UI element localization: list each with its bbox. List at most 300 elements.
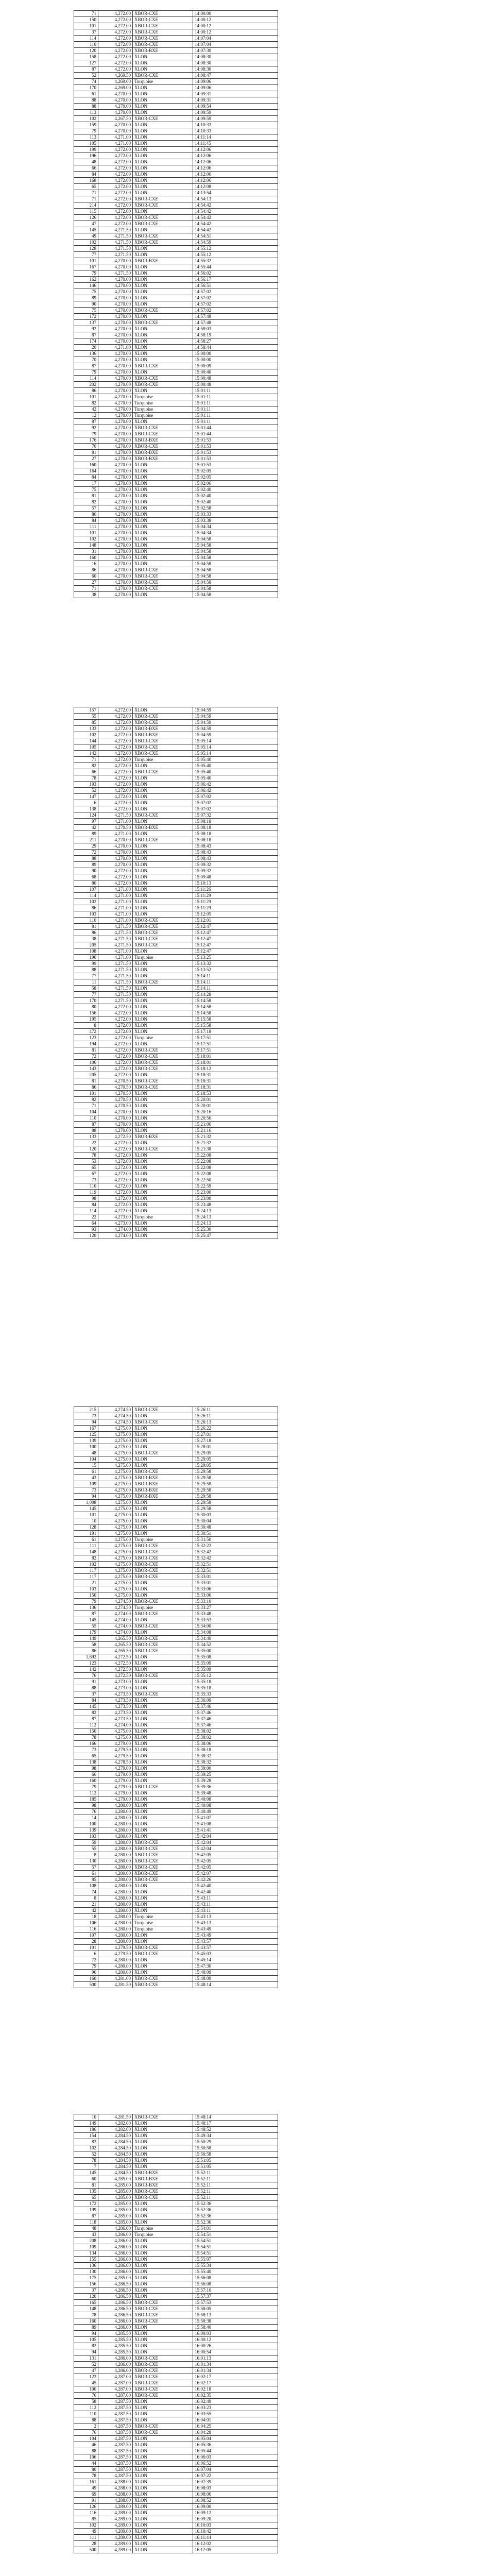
volume-cell: 46 — [74, 2442, 98, 2448]
venue-cell: XLON — [133, 2405, 193, 2411]
price-cell: 4,285.00 — [98, 2176, 133, 2182]
table-row — [74, 1233, 278, 1239]
time-cell: 15:04:34 — [193, 524, 278, 530]
time-cell: 15:34:52 — [193, 1642, 278, 1648]
volume-cell: 131 — [74, 2355, 98, 2362]
venue-cell: XLON — [133, 1183, 193, 1190]
table-row — [74, 1140, 278, 1146]
time-cell: 14:09:54 — [193, 104, 278, 110]
table-row — [74, 54, 278, 60]
venue-cell: XBOR-CXE — [133, 1450, 193, 1456]
volume-cell: 96 — [74, 1970, 98, 1976]
table-row — [74, 122, 278, 128]
venue-cell: XBOR-CXE — [133, 2424, 193, 2430]
volume-cell: 1,008 — [74, 1500, 98, 1506]
price-cell: 4,272.00 — [98, 190, 133, 196]
volume-cell: 130 — [74, 2269, 98, 2275]
table-row — [74, 2442, 278, 2448]
table-row — [74, 1611, 278, 1617]
price-cell: 4,274.00 — [98, 1611, 133, 1617]
volume-cell: 170 — [74, 998, 98, 1004]
price-cell: 4,272.00 — [98, 1016, 133, 1023]
table-row — [74, 1704, 278, 1710]
table-row — [74, 2151, 278, 2158]
table-row — [74, 85, 278, 91]
time-cell: 15:55:07 — [193, 2257, 278, 2263]
venue-cell: XLON — [133, 1432, 193, 1438]
table-row — [74, 1834, 278, 1840]
volume-cell: 42 — [74, 825, 98, 831]
venue-cell: XLON — [133, 536, 193, 543]
volume-cell: 150 — [74, 17, 98, 23]
table-row — [74, 1041, 278, 1047]
time-cell: 14:54:42 — [193, 227, 278, 233]
venue-cell: XLON — [133, 2139, 193, 2145]
volume-cell: 55 — [74, 1623, 98, 1630]
venue-cell: XLON — [133, 1654, 193, 1660]
price-cell: 4,271.50 — [98, 973, 133, 979]
price-cell: 4,272.00 — [98, 707, 133, 714]
venue-cell: XLON — [133, 1741, 193, 1747]
time-cell: 15:07:02 — [193, 800, 278, 806]
time-cell: 15:23:48 — [193, 1202, 278, 1208]
time-cell: 14:10:33 — [193, 128, 278, 134]
price-cell: 4,271.00 — [98, 948, 133, 955]
time-cell: 16:09:00 — [193, 2504, 278, 2510]
price-cell: 4,274.00 — [98, 1617, 133, 1623]
volume-cell: 190 — [74, 955, 98, 961]
table-row — [74, 295, 278, 301]
volume-cell: 73 — [74, 1177, 98, 1183]
price-cell: 4,270.00 — [98, 850, 133, 856]
time-cell: 15:37:46 — [193, 1710, 278, 1716]
volume-cell: 193 — [74, 782, 98, 788]
venue-cell: XBOR-CXE — [133, 586, 193, 592]
time-cell: 15:01:11 — [193, 406, 278, 413]
volume-cell: 160 — [74, 462, 98, 468]
venue-cell: XLON — [133, 277, 193, 283]
price-cell: 4,270.00 — [98, 543, 133, 549]
price-cell: 4,289.00 — [98, 2516, 133, 2522]
venue-cell: XBOR-CXE — [133, 738, 193, 744]
time-cell: 15:01:53 — [193, 444, 278, 450]
venue-cell: Turquoise — [133, 1914, 193, 1920]
venue-cell: Turquoise — [133, 2232, 193, 2238]
table-row — [74, 1177, 278, 1183]
price-cell: 4,287.50 — [98, 2473, 133, 2479]
table-row — [74, 1797, 278, 1803]
time-cell: 15:18:12 — [193, 1066, 278, 1072]
table-row — [74, 320, 278, 326]
volume-cell: 67 — [74, 1171, 98, 1177]
price-cell: 4,286.00 — [98, 2362, 133, 2368]
time-cell: 15:35:12 — [193, 1673, 278, 1679]
price-cell: 4,272.00 — [98, 794, 133, 800]
table-row — [74, 2176, 278, 2182]
price-cell: 4,272.00 — [98, 874, 133, 880]
time-cell: 15:21:06 — [193, 1122, 278, 1128]
price-cell: 4,270.00 — [98, 264, 133, 270]
volume-cell: 89 — [74, 862, 98, 868]
venue-cell: XLON — [133, 2244, 193, 2250]
table-row — [74, 874, 278, 880]
time-cell: 15:42:05 — [193, 1865, 278, 1871]
volume-cell: 114 — [74, 1208, 98, 1214]
venue-cell: XLON — [133, 419, 193, 425]
time-cell: 15:00:40 — [193, 369, 278, 376]
table-row — [74, 825, 278, 831]
price-cell: 4,287.50 — [98, 2417, 133, 2424]
trades-table — [74, 10, 278, 598]
venue-cell: XBOR-BXE — [133, 1487, 193, 1494]
volume-cell: 45 — [74, 2380, 98, 2386]
venue-cell: XLON — [133, 2498, 193, 2504]
table-row — [74, 2386, 278, 2393]
venue-cell: XBOR-CXE — [133, 936, 193, 942]
price-cell: 4,270.00 — [98, 862, 133, 868]
volume-cell: 104 — [74, 1456, 98, 1463]
volume-cell: 102 — [74, 536, 98, 543]
venue-cell: XBOR-CXE — [133, 1568, 193, 1574]
time-cell: 16:02:18 — [193, 2386, 278, 2393]
venue-cell: XLON — [133, 887, 193, 893]
volume-cell: 61 — [74, 1537, 98, 1543]
time-cell: 15:01:53 — [193, 456, 278, 462]
table-row — [74, 413, 278, 419]
table-row — [74, 196, 278, 202]
time-cell: 15:23:00 — [193, 1190, 278, 1196]
table-row — [74, 1772, 278, 1778]
venue-cell: XBOR-CXE — [133, 714, 193, 720]
price-cell: 4,271.00 — [98, 141, 133, 147]
venue-cell: XBOR-BXE — [133, 48, 193, 54]
time-cell: 15:42:04 — [193, 1840, 278, 1846]
price-cell: 4,271.00 — [98, 134, 133, 141]
volume-cell: 8 — [74, 1852, 98, 1858]
venue-cell: XLON — [133, 1963, 193, 1970]
price-cell: 4,270.00 — [98, 437, 133, 444]
time-cell: 15:01:44 — [193, 425, 278, 431]
venue-cell: XLON — [133, 2417, 193, 2424]
table-row — [74, 1562, 278, 1568]
volume-cell: 79 — [74, 1784, 98, 1790]
time-cell: 15:17:51 — [193, 1047, 278, 1054]
venue-cell: XLON — [133, 481, 193, 487]
time-cell: 15:04:58 — [193, 573, 278, 580]
volume-cell: 49 — [74, 2485, 98, 2492]
table-row — [74, 1766, 278, 1772]
time-cell: 14:57:48 — [193, 314, 278, 320]
volume-cell: 87 — [74, 363, 98, 369]
time-cell: 15:43:49 — [193, 1926, 278, 1933]
table-row — [74, 1871, 278, 1877]
price-cell: 4,270.00 — [98, 592, 133, 598]
table-row — [74, 2189, 278, 2195]
price-cell: 4,271.50 — [98, 233, 133, 240]
venue-cell: XBOR-CXE — [133, 2368, 193, 2374]
venue-cell: XLON — [133, 1103, 193, 1109]
time-cell: 15:45:14 — [193, 1957, 278, 1963]
table-row — [74, 481, 278, 487]
time-cell: 15:26:11 — [193, 1407, 278, 1413]
time-cell: 15:48:52 — [193, 2127, 278, 2133]
venue-cell: XLON — [133, 165, 193, 172]
volume-cell: 101 — [74, 1945, 98, 1951]
price-cell: 4,272.00 — [98, 1140, 133, 1146]
price-cell: 4,285.50 — [98, 2343, 133, 2349]
price-cell: 4,270.00 — [98, 549, 133, 555]
venue-cell: XLON — [133, 2522, 193, 2529]
venue-cell: XLON — [133, 961, 193, 967]
price-cell: 4,275.00 — [98, 1456, 133, 1463]
table-row — [74, 184, 278, 190]
price-cell: 4,271.50 — [98, 992, 133, 998]
time-cell: 14:09:06 — [193, 79, 278, 85]
price-cell: 4,272.00 — [98, 147, 133, 153]
price-cell: 4,270.00 — [98, 536, 133, 543]
volume-cell: 92 — [74, 326, 98, 332]
venue-cell: XLON — [133, 856, 193, 862]
volume-cell: 100 — [74, 1821, 98, 1827]
venue-cell: XLON — [133, 555, 193, 561]
venue-cell: Turquoise — [133, 1537, 193, 1543]
venue-cell: XLON — [133, 128, 193, 134]
venue-cell: XLON — [133, 1815, 193, 1821]
table-row — [74, 1413, 278, 1419]
time-cell: 15:08:43 — [193, 850, 278, 856]
table-row — [74, 153, 278, 159]
time-cell: 15:40:49 — [193, 1809, 278, 1815]
price-cell: 4,275.00 — [98, 1524, 133, 1531]
table-row — [74, 11, 278, 17]
table-row — [74, 289, 278, 295]
price-cell: 4,270.00 — [98, 357, 133, 363]
volume-cell: 186 — [74, 2127, 98, 2133]
venue-cell: XLON — [133, 1208, 193, 1214]
venue-cell: XLON — [133, 1939, 193, 1945]
volume-cell: 42 — [74, 1908, 98, 1914]
volume-cell: 87 — [74, 1716, 98, 1722]
table-row — [74, 2343, 278, 2349]
table-row — [74, 134, 278, 141]
price-cell: 4,270.00 — [98, 843, 133, 850]
volume-cell: 61 — [74, 1469, 98, 1475]
price-cell: 4,272.00 — [98, 209, 133, 215]
table-row — [74, 1060, 278, 1066]
price-cell: 4,280.00 — [98, 1963, 133, 1970]
time-cell: 15:08:18 — [193, 825, 278, 831]
price-cell: 4,270.00 — [98, 1115, 133, 1122]
table-row — [74, 1159, 278, 1165]
time-cell: 15:35:09 — [193, 1667, 278, 1673]
price-cell: 4,272.00 — [98, 1183, 133, 1190]
price-cell: 4,287.50 — [98, 2411, 133, 2417]
volume-cell: 118 — [74, 2219, 98, 2226]
volume-cell: 99 — [74, 961, 98, 967]
volume-cell: 133 — [74, 726, 98, 732]
time-cell: 15:52:11 — [193, 2189, 278, 2195]
table-row — [74, 1419, 278, 1426]
volume-cell: 77 — [74, 992, 98, 998]
time-cell: 15:09:48 — [193, 874, 278, 880]
table-row — [74, 202, 278, 209]
time-cell: 15:20:16 — [193, 1109, 278, 1115]
venue-cell: XBOR-CXE — [133, 116, 193, 122]
volume-cell: 79 — [74, 1599, 98, 1605]
price-cell: 4,287.50 — [98, 2454, 133, 2461]
price-cell: 4,280.00 — [98, 1803, 133, 1809]
volume-cell: 88 — [74, 97, 98, 104]
price-cell: 4,272.50 — [98, 1654, 133, 1660]
volume-cell: 71 — [74, 586, 98, 592]
venue-cell: XBOR-CXE — [133, 1419, 193, 1426]
volume-cell: 472 — [74, 1029, 98, 1035]
price-cell: 4,284.50 — [98, 2145, 133, 2151]
volume-cell: 78 — [74, 2158, 98, 2164]
venue-cell: XLON — [133, 1933, 193, 1939]
volume-cell: 179 — [74, 1630, 98, 1636]
time-cell: 14:54:59 — [193, 240, 278, 246]
venue-cell: Turquoise — [133, 400, 193, 406]
time-cell: 15:43:13 — [193, 1920, 278, 1926]
volume-cell: 21 — [74, 1902, 98, 1908]
price-cell: 4,272.00 — [98, 738, 133, 744]
volume-cell: 52 — [74, 788, 98, 794]
venue-cell: XLON — [133, 2473, 193, 2479]
table-row — [74, 561, 278, 567]
venue-cell: XLON — [133, 512, 193, 518]
volume-cell: 29 — [74, 843, 98, 850]
venue-cell: XLON — [133, 2250, 193, 2257]
volume-cell: 199 — [74, 147, 98, 153]
price-cell: 4,285.00 — [98, 2182, 133, 2189]
price-cell: 4,287.50 — [98, 2442, 133, 2448]
time-cell: 15:05:14 — [193, 738, 278, 744]
time-cell: 15:37:46 — [193, 1704, 278, 1710]
table-row — [74, 277, 278, 283]
venue-cell: XBOR-CXE — [133, 23, 193, 29]
venue-cell: XLON — [133, 1580, 193, 1586]
volume-cell: 84 — [74, 172, 98, 178]
table-row — [74, 104, 278, 110]
trades-table — [74, 1406, 278, 1988]
table-row — [74, 1951, 278, 1957]
venue-cell: XBOR-CXE — [133, 320, 193, 326]
time-cell: 15:35:33 — [193, 1691, 278, 1698]
table-row — [74, 1426, 278, 1432]
time-cell: 14:11:45 — [193, 141, 278, 147]
venue-cell: XBOR-CXE — [133, 812, 193, 819]
venue-cell: XLON — [133, 1506, 193, 1512]
table-row — [74, 1599, 278, 1605]
volume-cell: 112 — [74, 1722, 98, 1728]
price-cell: 4,270.00 — [98, 1128, 133, 1134]
venue-cell: XLON — [133, 54, 193, 60]
price-cell: 4,272.00 — [98, 1202, 133, 1208]
venue-cell: XBOR-BXE — [133, 2170, 193, 2176]
volume-cell: 86 — [74, 1084, 98, 1091]
time-cell: 15:48:09 — [193, 1970, 278, 1976]
volume-cell: 145 — [74, 227, 98, 233]
time-cell: 15:09:32 — [193, 862, 278, 868]
time-cell: 15:50:58 — [193, 2145, 278, 2151]
venue-cell: XLON — [133, 1889, 193, 1895]
volume-cell: 111 — [74, 1543, 98, 1549]
volume-cell: 65 — [74, 1753, 98, 1759]
price-cell: 4,285.00 — [98, 2207, 133, 2213]
time-cell: 15:12:47 — [193, 930, 278, 936]
table-row — [74, 2226, 278, 2232]
table-row — [74, 425, 278, 431]
venue-cell: XBOR-CXE — [133, 2393, 193, 2399]
time-cell: 14:12:06 — [193, 172, 278, 178]
price-cell: 4,273.50 — [98, 1691, 133, 1698]
volume-cell: 92 — [74, 425, 98, 431]
venue-cell: XLON — [133, 1759, 193, 1766]
time-cell: 15:57:10 — [193, 2287, 278, 2294]
volume-cell: 88 — [74, 2448, 98, 2454]
table-row — [74, 363, 278, 369]
table-row — [74, 1790, 278, 1797]
venue-cell: XBOR-BXE — [133, 450, 193, 456]
price-cell: 4,275.00 — [98, 1537, 133, 1543]
time-cell: 15:11:29 — [193, 893, 278, 899]
time-cell: 15:05:14 — [193, 744, 278, 751]
venue-cell: XBOR-CXE — [133, 215, 193, 221]
volume-cell: 202 — [74, 382, 98, 388]
price-cell: 4,286.50 — [98, 2294, 133, 2300]
volume-cell: 43 — [74, 2232, 98, 2238]
table-row — [74, 240, 278, 246]
price-cell: 4,271.00 — [98, 831, 133, 837]
volume-cell: 101 — [74, 530, 98, 536]
table-row — [74, 2473, 278, 2479]
venue-cell: XLON — [133, 2158, 193, 2164]
price-cell: 4,272.00 — [98, 1047, 133, 1054]
volume-cell: 117 — [74, 1574, 98, 1580]
venue-cell: XBOR-CXE — [133, 382, 193, 388]
time-cell: 15:22:59 — [193, 1183, 278, 1190]
time-cell: 16:00:26 — [193, 2343, 278, 2349]
volume-cell: 123 — [74, 2374, 98, 2380]
time-cell: 14:00:12 — [193, 23, 278, 29]
table-row — [74, 128, 278, 134]
volume-cell: 37 — [74, 1691, 98, 1698]
table-row — [74, 1679, 278, 1685]
venue-cell: XBOR-CXE — [133, 1054, 193, 1060]
volume-cell: 86 — [74, 512, 98, 518]
price-cell: 4,272.00 — [98, 196, 133, 202]
price-cell: 4,280.00 — [98, 1809, 133, 1815]
venue-cell: XBOR-BXE — [133, 2182, 193, 2189]
venue-cell: XLON — [133, 1190, 193, 1196]
price-cell: 4,271.50 — [98, 270, 133, 277]
table-row — [74, 1698, 278, 1704]
time-cell: 15:54:51 — [193, 2232, 278, 2238]
table-row — [74, 147, 278, 153]
table-row — [74, 2263, 278, 2269]
table-row — [74, 757, 278, 763]
price-cell: 4,271.50 — [98, 227, 133, 233]
table-row — [74, 1109, 278, 1115]
price-cell: 4,270.50 — [98, 1103, 133, 1109]
volume-cell: 86 — [74, 567, 98, 573]
volume-cell: 108 — [74, 1883, 98, 1889]
table-row — [74, 880, 278, 887]
time-cell: 15:00:00 — [193, 351, 278, 357]
table-row — [74, 1963, 278, 1970]
price-cell: 4,272.00 — [98, 1023, 133, 1029]
